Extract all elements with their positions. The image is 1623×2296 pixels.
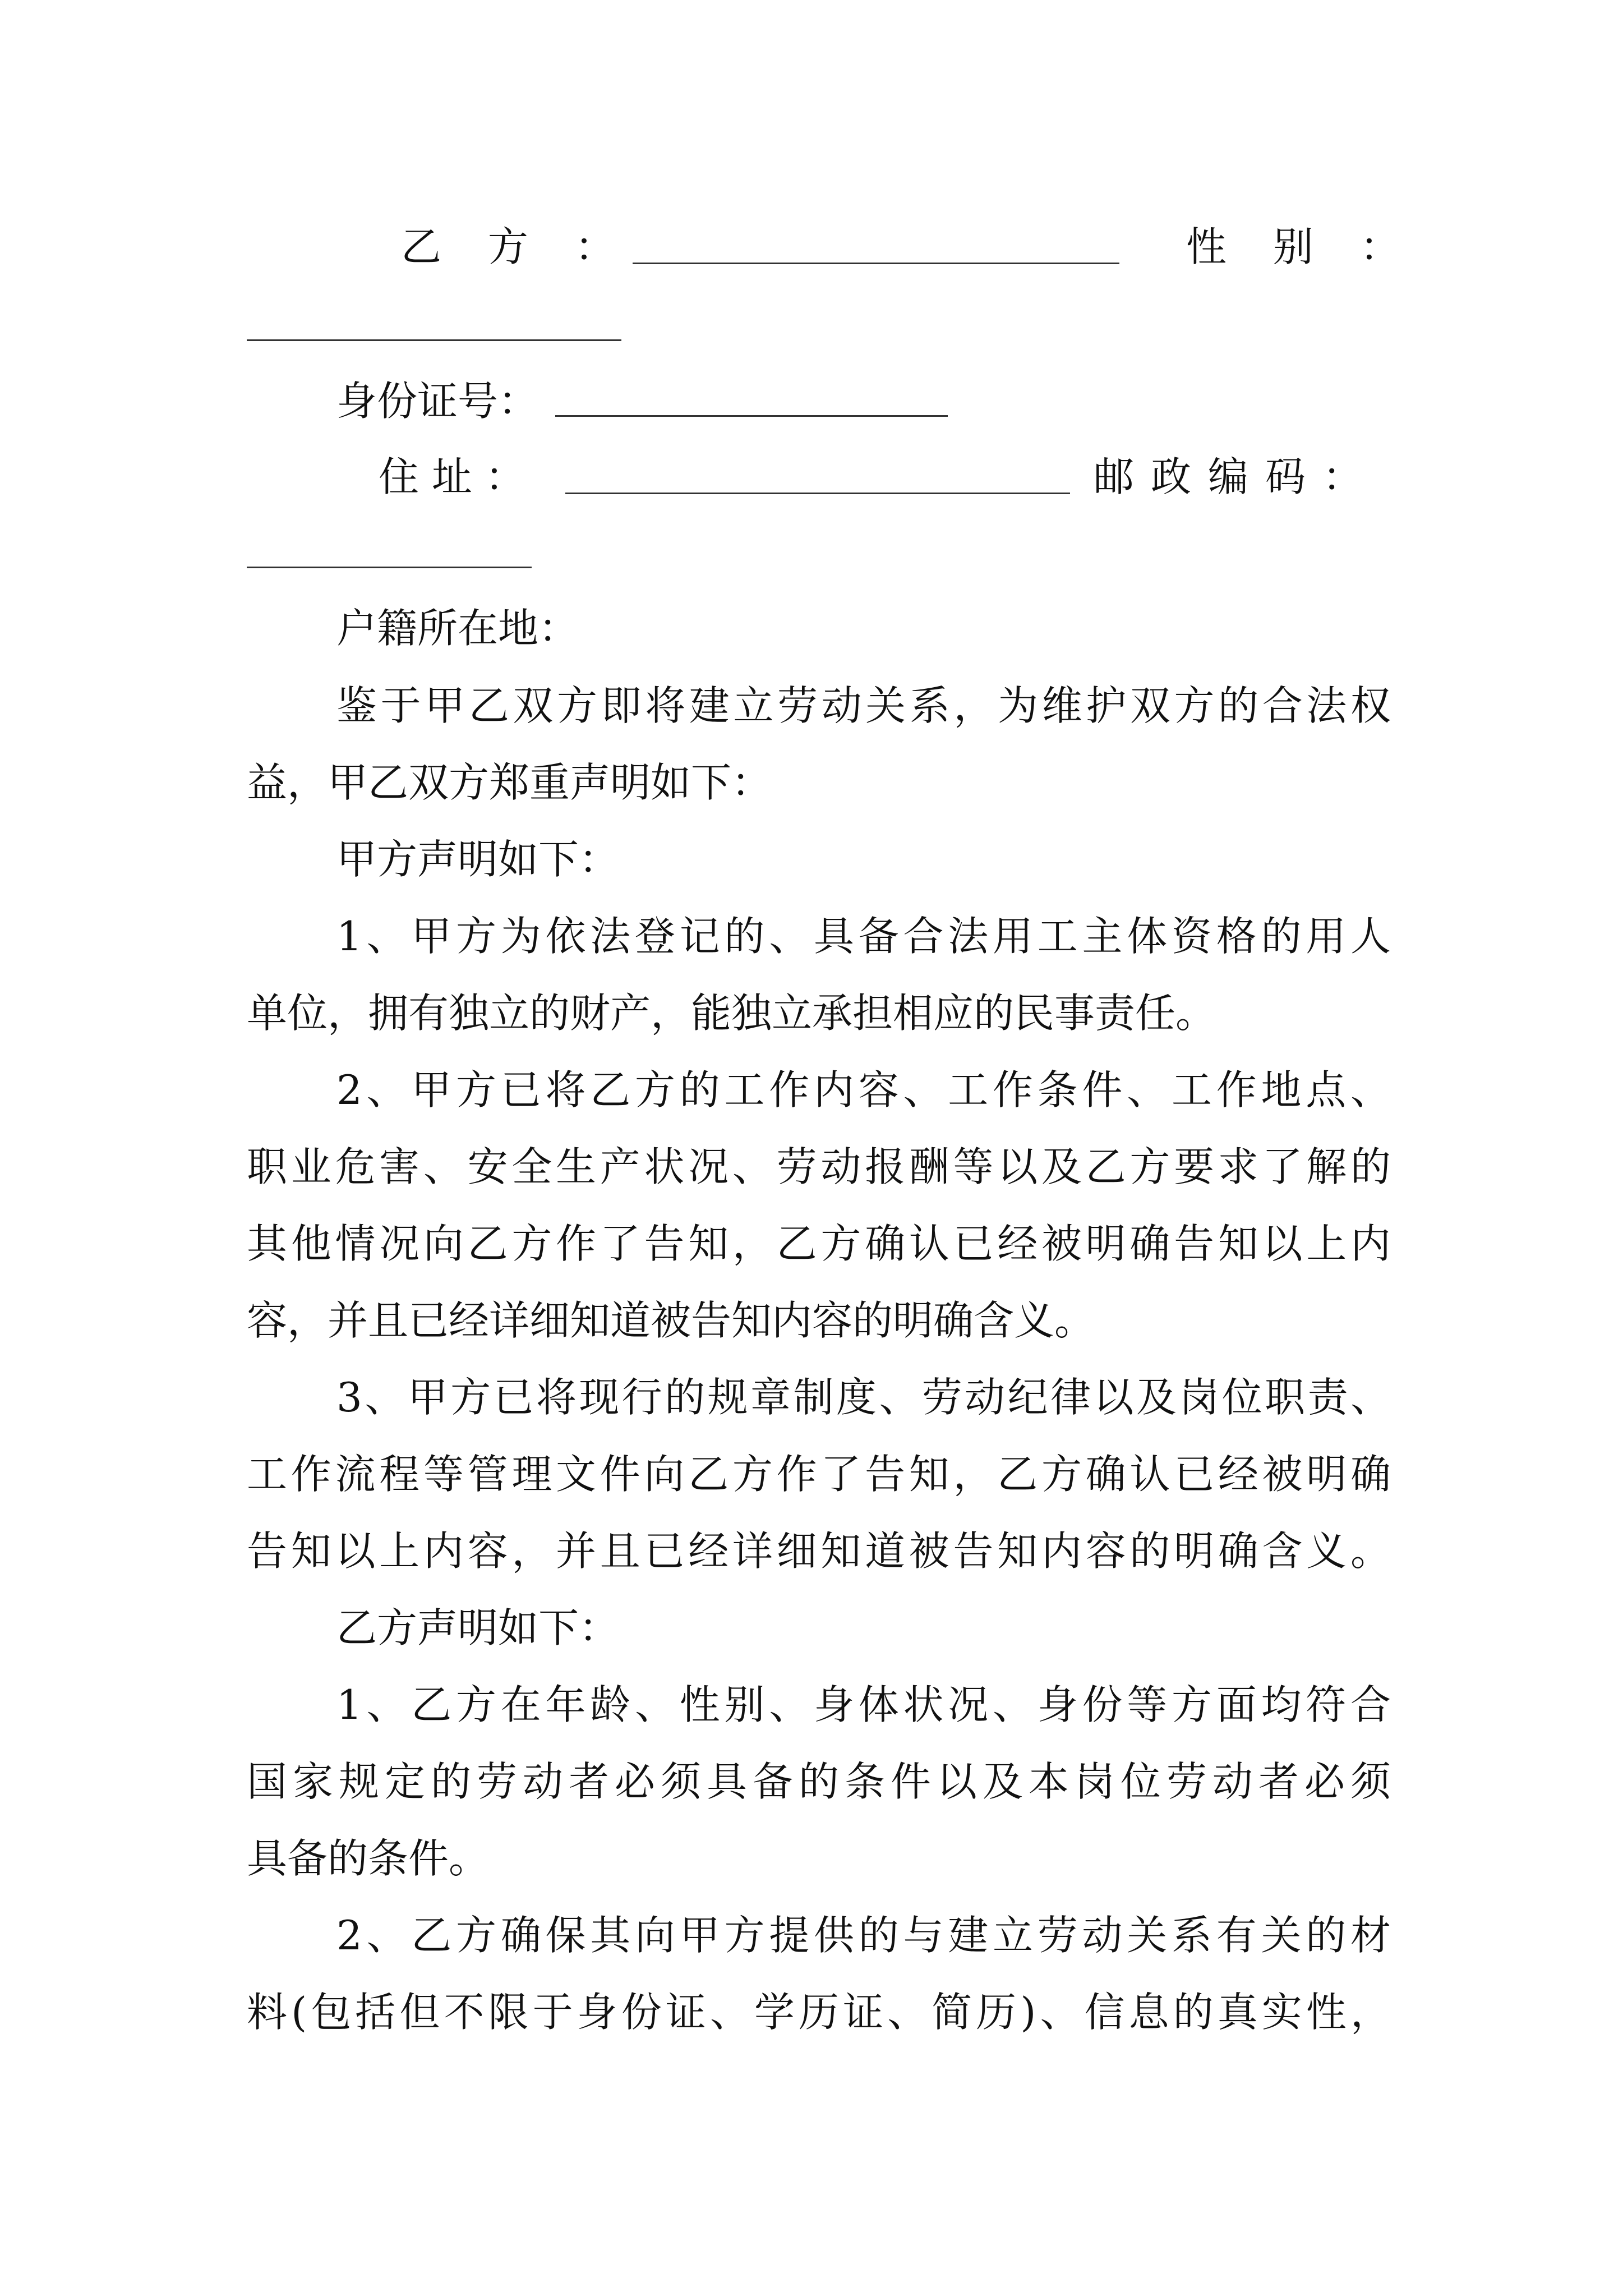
text-line: 3、甲方已将现行的规章制度、劳动纪律以及岗位职责、: [336, 1374, 1391, 1421]
paragraph-line: [0, 1822, 1623, 1895]
paragraph-line: [0, 1361, 1623, 1434]
text-line: 益，甲乙双方郑重声明如下：: [247, 759, 772, 806]
text-line: 1、乙方在年龄、性别、身体状况、身份等方面均符合: [336, 1681, 1391, 1728]
household-row: [0, 592, 1623, 665]
address-label: 住 址 ：: [379, 453, 525, 500]
paragraph-line: [0, 1745, 1623, 1818]
text-line: 鉴于甲乙双方即将建立劳动关系，为维护双方的合法权: [336, 682, 1391, 729]
id-number-label: 身份证号：: [336, 378, 539, 425]
postcode-field[interactable]: [247, 567, 532, 568]
text-line: 具备的条件。: [247, 1835, 490, 1882]
paragraph-line: [0, 746, 1623, 819]
address-row: [0, 440, 1623, 513]
text-line: 2、乙方确保其向甲方提供的与建立劳动关系有关的材: [336, 1912, 1391, 1959]
id-number-field[interactable]: [555, 415, 948, 417]
paragraph-line: [0, 669, 1623, 742]
text-line: 乙方声明如下：: [336, 1604, 620, 1651]
paragraph-line: [0, 823, 1623, 896]
text-line: 甲方声明如下：: [336, 836, 620, 883]
paragraph-line: [0, 1668, 1623, 1741]
text-line: 容，并且已经详细知道被告知内容的明确含义。: [247, 1297, 1095, 1344]
text-line: 职业危害、安全生产状况、劳动报酬等以及乙方要求了解的: [247, 1143, 1391, 1190]
party-b-row: [0, 210, 1623, 283]
paragraph-line: [0, 1976, 1623, 2049]
paragraph-line: [0, 977, 1623, 1050]
gender-label: 性 别 ：: [1186, 223, 1417, 270]
party-b-name-field[interactable]: [633, 263, 1119, 264]
paragraph-line: [0, 1130, 1623, 1203]
paragraph-line: [0, 1053, 1623, 1126]
paragraph-line: [0, 1899, 1623, 1972]
text-line: 1、甲方为依法登记的、具备合法用工主体资格的用人: [336, 913, 1391, 960]
paragraph-line: [0, 1591, 1623, 1664]
paragraph-line: [0, 1207, 1623, 1280]
text-line: 2、甲方已将乙方的工作内容、工作条件、工作地点、: [336, 1066, 1391, 1114]
text-line: 告知以上内容，并且已经详细知道被告知内容的明确含义。: [247, 1527, 1391, 1575]
paragraph-line: [0, 1438, 1623, 1511]
party-b-label: 乙 方 ：: [401, 223, 632, 270]
text-line: 其他情况向乙方作了告知，乙方确认已经被明确告知以上内: [247, 1220, 1391, 1267]
paragraph-line: [0, 900, 1623, 973]
paragraph-line: [0, 1284, 1623, 1357]
address-field[interactable]: [565, 493, 1070, 494]
paragraph-line: [0, 1515, 1623, 1588]
postcode-label: 邮 政 编 码 ：: [1094, 453, 1363, 500]
gender-field[interactable]: [247, 339, 621, 341]
text-line: 工作流程等管理文件向乙方作了告知，乙方确认已经被明确: [247, 1451, 1391, 1498]
id-number-row: [0, 365, 1623, 438]
household-label: 户籍所在地：: [336, 605, 579, 652]
text-line: 料(包括但不限于身份证、学历证、简历)、信息的真实性，: [247, 1989, 1391, 2036]
text-line: 国家规定的劳动者必须具备的条件以及本岗位劳动者必须: [247, 1758, 1391, 1805]
text-line: 单位，拥有独立的财产，能独立承担相应的民事责任。: [247, 990, 1216, 1037]
